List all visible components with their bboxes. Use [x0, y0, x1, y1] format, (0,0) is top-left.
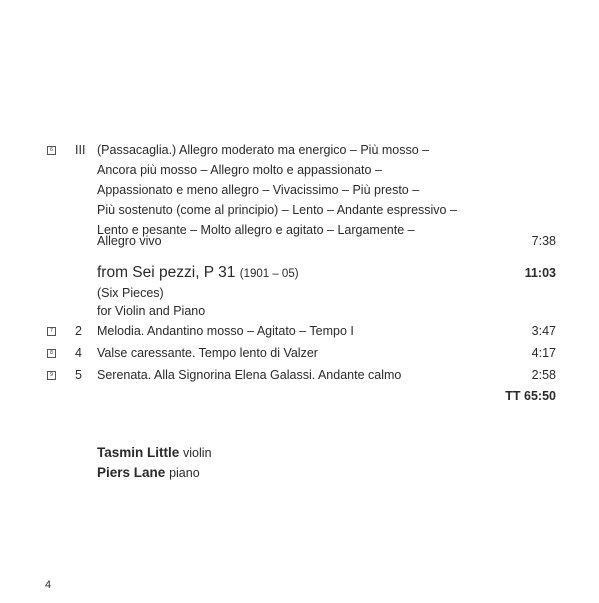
track-duration: 3:47 [531, 324, 556, 338]
movement-number: III [75, 143, 86, 157]
track-duration: 2:58 [531, 368, 556, 382]
track-title: Melodia. Andantino mosso – Agitato – Tempo I [97, 324, 354, 338]
movement-number: 4 [75, 346, 82, 360]
work-subtitle: (Six Pieces) [97, 286, 164, 300]
work-years: (1901 – 05) [239, 268, 299, 280]
movement-number: 5 [75, 368, 82, 382]
track-duration: 7:38 [531, 234, 556, 248]
track-title-line: Appassionato e meno allegro – Vivacissimo – Più presto – [97, 183, 420, 197]
work-instrumentation: for Violin and Piano [97, 304, 206, 318]
movement-number: 2 [75, 324, 82, 338]
track-number-box: 6 [47, 146, 56, 155]
performer [97, 463, 200, 483]
track-duration: 4:17 [531, 346, 556, 360]
performer [97, 443, 212, 463]
track-title-line: Più sostenuto (come al principio) – Lento – Andante espressivo – [97, 203, 457, 217]
track-title-line: (Passacaglia.) Allegro moderato ma energico – Più mosso – [97, 143, 430, 157]
work-duration: 11:03 [524, 266, 556, 280]
page-number: 4 [45, 579, 52, 591]
track-title-line: Ancora più mosso – Allegro molto e appassionato – [97, 163, 382, 177]
total-time: TT 65:50 [505, 389, 556, 403]
performer-instrument: piano [169, 466, 200, 480]
performer-instrument: violin [183, 446, 212, 460]
track-title: Serenata. Alla Signorina Elena Galassi. Andante calmo [97, 368, 402, 382]
track-title-line: Lento e pesante – Molto allegro e agitato – Largamente – [97, 223, 415, 237]
work-title [97, 262, 299, 285]
track-number-box: 9 [47, 371, 56, 380]
track-number-box: 7 [47, 327, 56, 336]
track-title: Valse caressante. Tempo lento di Valzer [97, 346, 318, 360]
track-title-line: Allegro vivo [97, 234, 162, 248]
performer-name: Piers Lane [97, 465, 166, 480]
work-title-text: from Sei pezzi, P 31 [97, 264, 236, 281]
performer-name: Tasmin Little [97, 445, 180, 460]
track-number-box: 8 [47, 349, 56, 358]
